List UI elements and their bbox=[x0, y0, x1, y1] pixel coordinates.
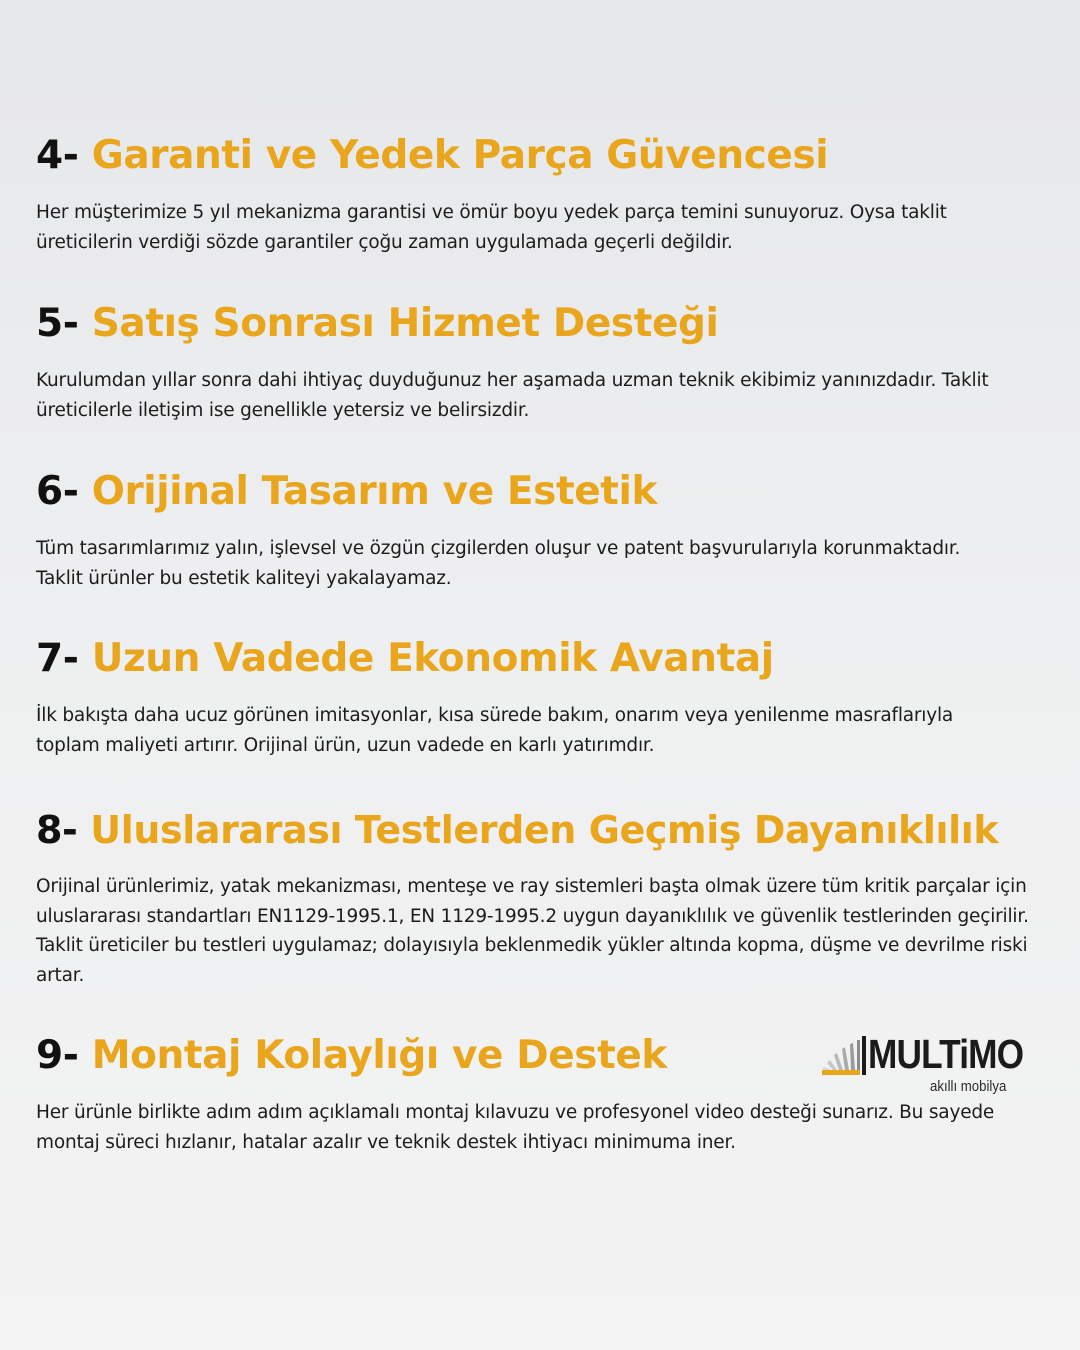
section-text: Tüm tasarımlarımız yalın, işlevsel ve özgün çizgilerden oluşur ve patent başvurularıyla korunmaktadır. Taklit ürünler bu estetik kaliteyi yakalayamaz. bbox=[36, 538, 961, 589]
brand-logo bbox=[822, 1030, 1032, 1100]
section-title: Montaj Kolaylığı ve Destek bbox=[91, 1033, 667, 1078]
logo-tagline: akıllı mobilya bbox=[930, 1078, 1007, 1095]
fan-rays-icon bbox=[822, 1036, 866, 1076]
section-number: 9- bbox=[36, 1033, 79, 1078]
section-number: 6- bbox=[36, 469, 79, 514]
section-text: Kurulumdan yıllar sonra dahi ihtiyaç duyduğunuz her aşamada uzman teknik ekibimiz yanınızdadır. Taklit üreticilerle iletişim ise genellikle yetersiz ve belirsizdir. bbox=[36, 370, 989, 421]
section-number: 8- bbox=[36, 808, 78, 852]
section-title: Uzun Vadede Ekonomik Avantaj bbox=[91, 636, 774, 681]
section-title: Orijinal Tasarım ve Estetik bbox=[91, 469, 658, 514]
section-number: 5- bbox=[36, 301, 79, 346]
section-ekonomik-avantaj bbox=[36, 633, 1046, 760]
section-heading bbox=[36, 298, 1046, 350]
section-garanti bbox=[36, 130, 1046, 257]
section-dayaniklilik bbox=[36, 804, 1046, 990]
section-heading bbox=[36, 804, 1046, 856]
section-text: İlk bakışta daha ucuz görünen imitasyonlar, kısa sürede bakım, onarım veya yenilenme masraflarıyla toplam maliyeti artırır. Orijinal ürün, uzun vadede en karlı yatırımdır. bbox=[36, 705, 954, 756]
section-heading bbox=[36, 466, 1046, 518]
section-number: 4- bbox=[36, 133, 79, 178]
section-heading bbox=[36, 130, 1046, 182]
section-heading bbox=[36, 633, 1046, 685]
section-satis-sonrasi bbox=[36, 298, 1046, 425]
section-number: 7- bbox=[36, 636, 79, 681]
section-title: Garanti ve Yedek Parça Güvencesi bbox=[91, 133, 829, 178]
logo-name: MULTiMO bbox=[868, 1031, 1024, 1077]
section-orijinal-tasarim bbox=[36, 466, 1046, 593]
section-text: Orijinal ürünlerimiz, yatak mekanizması, menteşe ve ray sistemleri başta olmak üzere tüm kritik parçalar için uluslararası standartları EN1129-1995.1, EN 1129-1995.2 uygun dayanıklılık ve güvenlik testlerinden geçirilir. Taklit üreticiler bu testleri uygulamaz; dolayısıyla beklenmedik yükler altında kopma, düşme ve devrilme riski artar. bbox=[36, 876, 1029, 986]
section-text: Her ürünle birlikte adım adım açıklamalı montaj kılavuzu ve profesyonel video desteği sunarız. Bu sayede montaj süreci hızlanır, hatalar azalır ve teknik destek ihtiyacı minimuma iner. bbox=[36, 1102, 995, 1153]
section-title: Satış Sonrası Hizmet Desteği bbox=[91, 301, 719, 346]
section-title: Uluslararası Testlerden Geçmiş Dayanıklılık bbox=[90, 808, 999, 852]
section-text: Her müşterimize 5 yıl mekanizma garantisi ve ömür boyu yedek parça temini sunuyoruz. Oysa taklit üreticilerin verdiği sözde garantiler çoğu zaman uygulamada geçerli değildir. bbox=[36, 202, 947, 253]
